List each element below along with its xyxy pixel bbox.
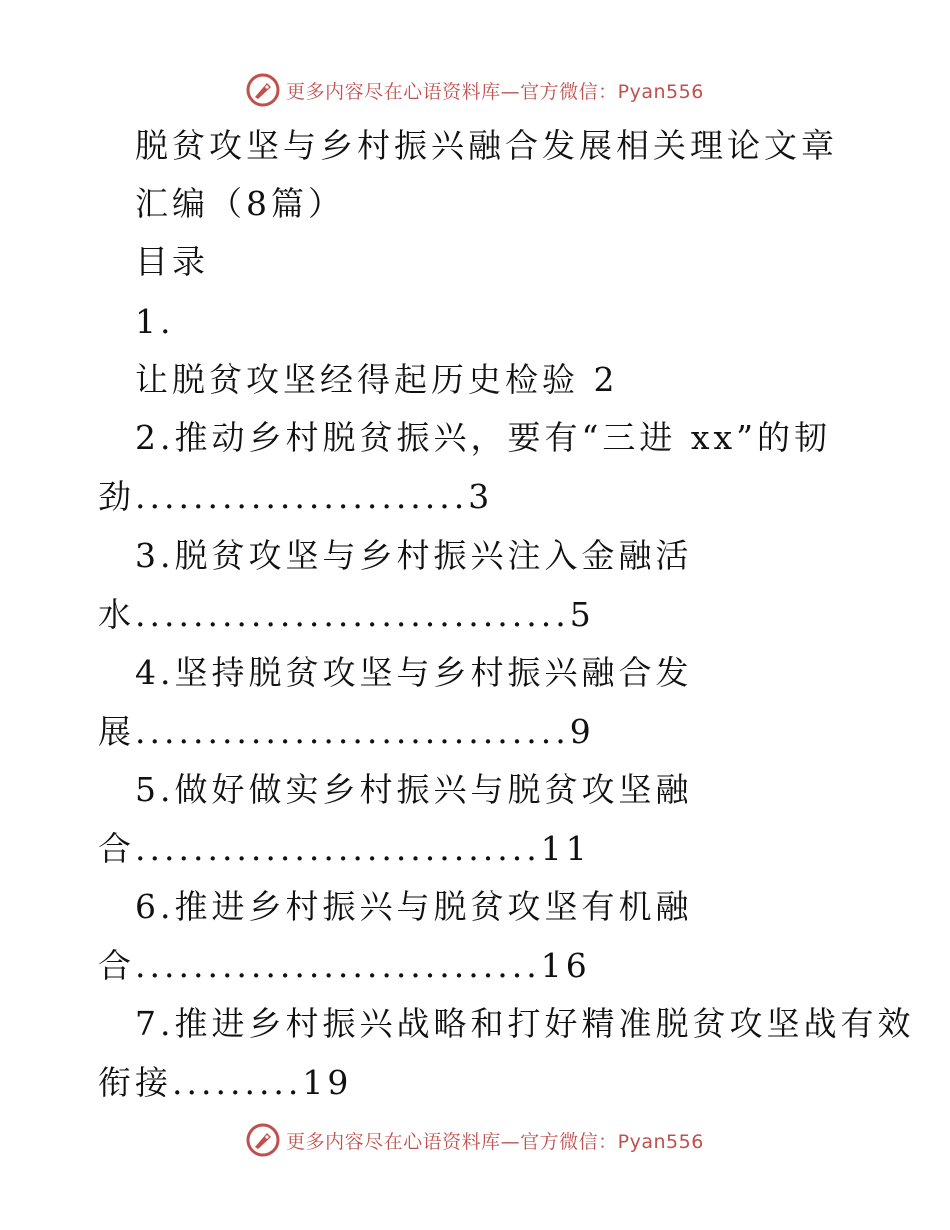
toc-entry-7-leader: 衔接.........19: [98, 1063, 353, 1102]
toc-entry-4-title: 4.坚持脱贫攻坚与乡村振兴融合发: [135, 653, 693, 692]
document-title-line1: 脱贫攻坚与乡村振兴融合发展相关理论文章: [135, 126, 838, 165]
toc-entry-5-title: 5.做好做实乡村振兴与脱贫攻坚融: [135, 770, 693, 809]
toc-entry-2-title: 2.推动乡村脱贫振兴，要有“三进 xx”的韧: [135, 418, 831, 457]
footer-banner: [0, 1120, 950, 1160]
toc-heading: 目录: [135, 242, 209, 281]
banner-text: 更多内容尽在心语资料库—官方微信：Pyan556: [286, 80, 704, 103]
toc-entry-1-number: 1.: [135, 302, 175, 341]
toc-entry-6-leader: 合............................16: [98, 946, 591, 985]
toc-entry-7-title: 7.推进乡村振兴战略和打好精准脱贫攻坚战有效: [135, 1004, 915, 1043]
toc-entry-2-leader: 劲.......................3: [98, 477, 494, 516]
toc-entry-3-title: 3.脱贫攻坚与乡村振兴注入金融活: [135, 536, 693, 575]
pen-nib-logo-icon: [246, 1123, 280, 1157]
banner-text: 更多内容尽在心语资料库—官方微信：Pyan556: [286, 1130, 704, 1153]
toc-entry-4-leader: 展..............................9: [98, 712, 595, 751]
document-title-line2: 汇编（8篇）: [135, 184, 345, 223]
toc-entry-1-title: 让脱贫攻坚经得起历史检验 2: [135, 360, 619, 399]
toc-entry-3-leader: 水..............................5: [98, 595, 595, 634]
pen-nib-logo-icon: [246, 73, 280, 107]
header-banner: [0, 70, 950, 110]
toc-entry-5-leader: 合............................11: [98, 829, 591, 868]
toc-entry-6-title: 6.推进乡村振兴与脱贫攻坚有机融: [135, 887, 693, 926]
